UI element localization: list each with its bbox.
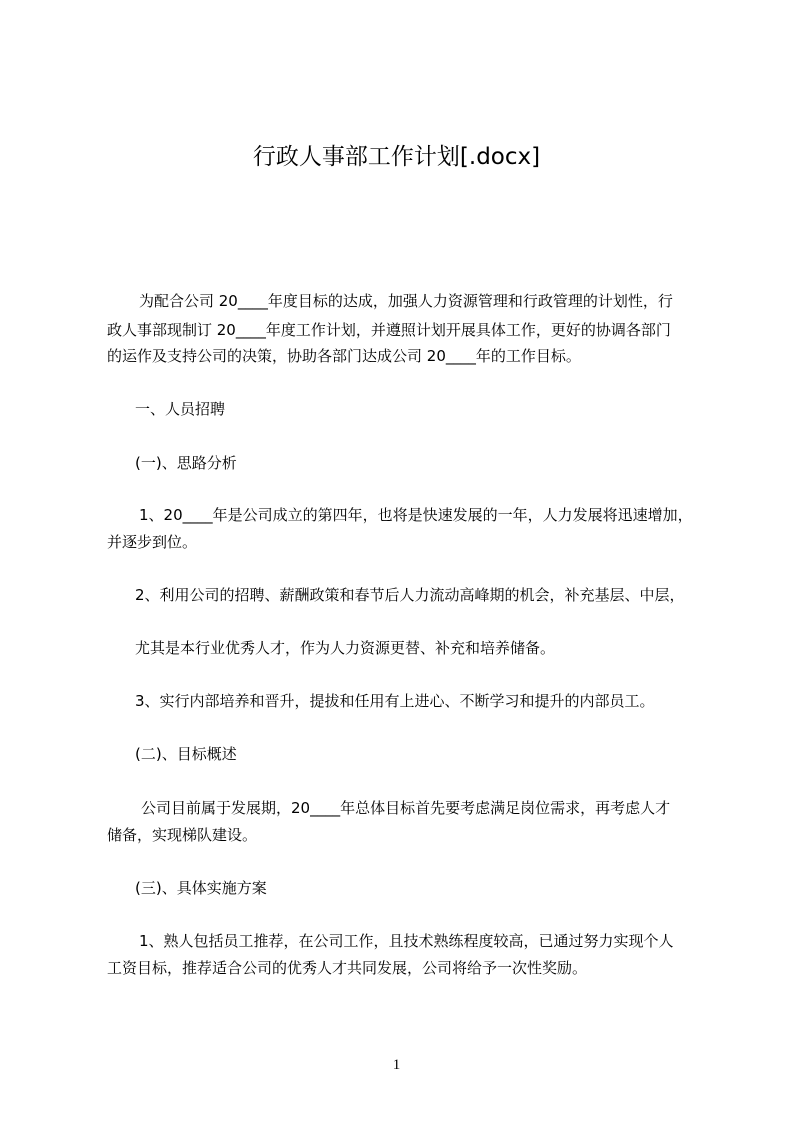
implementation-item-1-line-2: 工资目标，推荐适合公司的优秀人才共同发展，公司将给予一次性奖励。 xyxy=(107,959,588,977)
document-title: 行政人事部工作计划[.docx] xyxy=(252,144,541,170)
goals-text-line-2: 储备，实现梯队建设。 xyxy=(107,826,258,844)
page-number: 1 xyxy=(392,1057,401,1073)
analysis-item-1-line-2: 并逐步到位。 xyxy=(107,533,198,551)
goals-text-line-1: 公司目前属于发展期，20____年总体目标首先要考虑满足岗位需求，再考虑人才 xyxy=(141,799,671,817)
section-heading-recruitment: 一、人员招聘 xyxy=(135,400,226,418)
subsection-heading-implementation: (三)、具体实施方案 xyxy=(135,879,267,897)
implementation-item-1-line-1: 1、熟人包括员工推荐，在公司工作，且技术熟练程度较高，已通过努力实现个人 xyxy=(139,932,674,950)
analysis-item-2-line-2: 尤其是本行业优秀人才，作为人力资源更替、补充和培养储备。 xyxy=(135,639,556,657)
intro-line-3: 的运作及支持公司的决策，协助各部门达成公司 20____年的工作目标。 xyxy=(107,347,581,365)
intro-line-1: 为配合公司 20____年度目标的达成，加强人力资源管理和行政管理的计划性，行 xyxy=(139,292,673,310)
subsection-heading-analysis: (一)、思路分析 xyxy=(135,454,237,472)
intro-line-2: 政人事部现制订 20____年度工作计划，并遵照计划开展具体工作，更好的协调各部门 xyxy=(107,321,671,339)
analysis-item-3: 3、实行内部培养和晋升，提拔和任用有上进心、不断学习和提升的内部员工。 xyxy=(135,692,655,710)
analysis-item-1-line-1: 1、20____年是公司成立的第四年，也将是快速发展的一年，人力发展将迅速增加， xyxy=(139,506,693,524)
subsection-heading-goals: (二)、目标概述 xyxy=(135,745,237,763)
analysis-item-2-line-1: 2、利用公司的招聘、薪酬政策和春节后人力流动高峰期的机会，补充基层、中层， xyxy=(135,586,685,604)
